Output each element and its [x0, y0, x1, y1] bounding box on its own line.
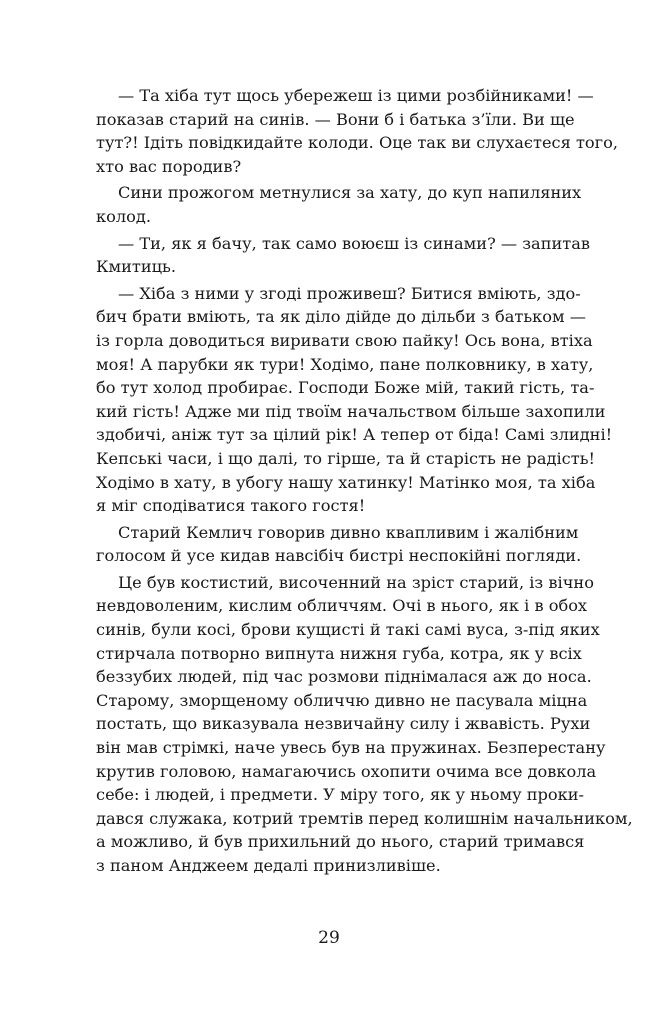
text-line: стирчала потворно випнута нижня губа, котра, як у всіх: [96, 643, 582, 663]
paragraph-3: [96, 232, 590, 279]
text-line: бич брати вміють, та як діло дійде до дільби з батьком —: [96, 307, 586, 327]
text-line: здобичі, аніж тут за цілий рік! А тепер от біда! Самі злидні!: [96, 425, 613, 445]
text-line: крутив головою, намагаючись охопити очима все довкола: [96, 761, 597, 781]
text-line: Сини прожогом метнулися за хату, до куп напиляних: [118, 183, 582, 203]
body-text: [96, 84, 633, 881]
text-line: Ходімо в хату, в убогу нашу хатинку! Матінко моя, та хіба: [96, 472, 596, 492]
paragraph-6: [96, 571, 633, 878]
text-line: із горла доводиться виривати свою пайку! Ось вона, втіха: [96, 330, 593, 350]
text-line: колод.: [96, 206, 152, 226]
text-line: з паном Анджеем дедалі принизливіше.: [96, 856, 441, 875]
text-line: я міг сподіватися такого гостя!: [96, 496, 366, 516]
text-line: — Хіба з ними у згоді проживеш? Битися вміють, здо-: [118, 283, 581, 303]
text-line: Кепські часи, і що далі, то гірше, та й старість не радість!: [96, 448, 596, 468]
text-line: тут?! Ідіть повідкидайте колоди. Оце так ви слухаєтеся того,: [96, 133, 619, 153]
text-line: себе: і людей, і предмети. У міру того, як у ньому проки-: [96, 785, 585, 805]
text-line: — Ти, як я бачу, так само воюєш із синами? — запитав: [118, 233, 590, 253]
text-line: — Та хіба тут щось убережеш із цими розбійниками! —: [118, 86, 594, 105]
text-line: Старий Кемлич говорив дивно квапливим і жалібним: [118, 522, 579, 542]
paragraph-4: [96, 282, 613, 518]
text-line: він мав стрімкі, наче увесь був на пружинах. Безперестану: [96, 738, 606, 758]
paragraph-5: [96, 521, 582, 568]
text-line: постать, що виказувала незвичайну силу і жвавість. Рухи: [96, 714, 591, 734]
paragraph-2: [96, 181, 582, 228]
page-number: 29: [318, 928, 340, 948]
text-line: Це був костистий, височенний на зріст старий, із вічно: [118, 572, 594, 592]
text-line: Кмитиць.: [96, 257, 177, 277]
text-line: синів, були косі, брови кущисті й такі самі вуса, з-під яких: [96, 620, 600, 640]
text-line: Старому, зморщеному обличчю дивно не пасувала міцна: [96, 690, 588, 710]
text-line: хто вас породив?: [96, 156, 242, 176]
text-line: беззубих людей, під час розмови піднімалася аж до носа.: [96, 667, 592, 687]
paragraph-1: [96, 84, 619, 178]
text-line: невдоволеним, кислим обличчям. Очі в нього, як і в обох: [96, 596, 588, 616]
text-line: показав старий на синів. — Вони б і батька з’їли. Ви ще: [96, 109, 575, 129]
text-line: а можливо, й був прихильний до нього, старий тримався: [96, 832, 585, 852]
text-line: дався служака, котрий тремтів перед колишнім начальником,: [96, 808, 633, 828]
text-line: кий гість! Адже ми під твоїм начальством більше захопили: [96, 401, 606, 421]
text-line: моя! А парубки як тури! Ходімо, пане полковнику, в хату,: [96, 354, 594, 374]
text-line: голосом й усе кидав навсібіч бистрі неспокійні погляди.: [96, 546, 582, 566]
text-line: бо тут холод пробирає. Господи Боже мій, такий гість, та-: [96, 378, 595, 398]
